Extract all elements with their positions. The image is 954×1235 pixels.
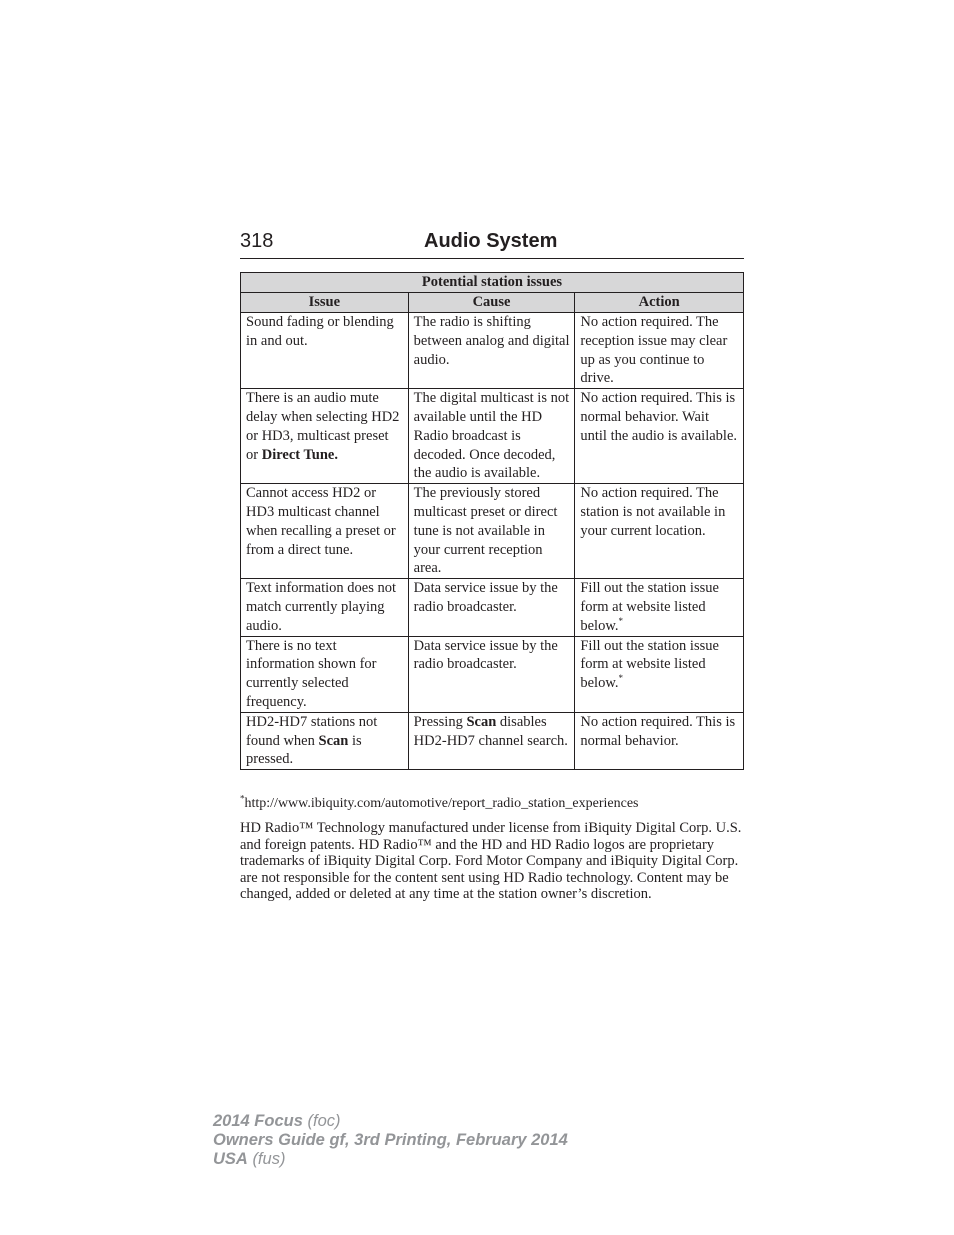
- column-header-issue: Issue: [241, 293, 409, 313]
- action-cell: No action required. This is normal behavior.: [575, 712, 744, 769]
- footer-guide: Owners Guide gf, 3rd Printing, February 2014: [213, 1131, 568, 1149]
- page-header: [240, 228, 744, 259]
- cause-cell: The digital multicast is not available until the HD Radio broadcast is decoded. Once decoded, the audio is available.: [408, 389, 575, 484]
- action-cell: No action required. The reception issue may clear up as you continue to drive.: [575, 313, 744, 389]
- table-row: [241, 313, 744, 389]
- issue-cell: Cannot access HD2 or HD3 multicast channel when recalling a preset or from a direct tune.: [241, 484, 409, 579]
- station-issues-table: [240, 272, 744, 770]
- footnote-marker: *: [618, 615, 623, 626]
- cause-cell: [408, 712, 575, 769]
- action-text: Fill out the station issue form at website listed below.: [580, 580, 719, 634]
- table-row: [241, 712, 744, 769]
- table-title: Potential station issues: [241, 273, 744, 293]
- action-text: Fill out the station issue form at website listed below.: [580, 637, 719, 692]
- footer-region: USA: [213, 1150, 248, 1168]
- cause-text: disables HD2-HD7 channel search.: [413, 713, 568, 749]
- footer-model: 2014 Focus: [213, 1112, 303, 1130]
- table-title-row: [241, 273, 744, 293]
- footnote-url: http://www.ibiquity.com/automotive/report_radio_station_experiences: [244, 796, 639, 811]
- issue-text: There is an audio mute delay when selecting HD2 or HD3, multicast preset or: [246, 390, 400, 463]
- issue-cell: Sound fading or blending in and out.: [241, 313, 409, 389]
- action-cell: [575, 579, 744, 636]
- action-cell: [575, 636, 744, 712]
- cause-text: Pressing: [413, 713, 467, 730]
- issue-text: is pressed.: [246, 732, 362, 768]
- cause-cell: The previously stored multicast preset or direct tune is not available in your current reception area.: [408, 484, 575, 579]
- hd-radio-disclaimer: HD Radio™ Technology manufactured under license from iBiquity Digital Corp. U.S. and foreign patents. HD Radio™ and the HD and HD Radio logos are proprietary trademarks of iBiquity Digital Corp. Ford Motor Company and iBiquity Digital Corp. are not responsible for the content sent using HD Radio technology. Content may be changed, added or deleted at any time at the station owner’s discretion.: [240, 820, 742, 902]
- section-title: Audio System: [424, 230, 558, 252]
- issue-cell: [241, 389, 409, 484]
- issue-cell: [241, 712, 409, 769]
- table-row: [241, 636, 744, 712]
- issue-cell: There is no text information shown for currently selected frequency.: [241, 636, 409, 712]
- footnote: [240, 795, 760, 813]
- footnote-marker: *: [240, 793, 245, 804]
- scan-term: Scan: [318, 732, 349, 749]
- column-header-cause: Cause: [408, 293, 575, 313]
- action-cell: No action required. This is normal behavior. Wait until the audio is available.: [575, 389, 744, 484]
- page-number: 318: [240, 230, 274, 252]
- table-header-row: [241, 293, 744, 313]
- table-row: [241, 484, 744, 579]
- page-footer: [213, 1112, 568, 1169]
- footnote-marker: *: [618, 673, 623, 684]
- cause-cell: Data service issue by the radio broadcaster.: [408, 579, 575, 636]
- table-row: [241, 579, 744, 636]
- footer-model-line: [213, 1112, 568, 1131]
- scan-term: Scan: [466, 713, 497, 730]
- cause-cell: Data service issue by the radio broadcaster.: [408, 636, 575, 712]
- action-cell: No action required. The station is not available in your current location.: [575, 484, 744, 579]
- column-header-action: Action: [575, 293, 744, 313]
- direct-tune-term: Direct Tune.: [261, 446, 338, 463]
- footer-model-code: (foc): [307, 1112, 341, 1130]
- footer-region-line: [213, 1150, 568, 1169]
- footer-guide-line: [213, 1131, 568, 1150]
- cause-cell: The radio is shifting between analog and digital audio.: [408, 313, 575, 389]
- footer-region-code: (fus): [252, 1150, 286, 1168]
- issue-cell: Text information does not match currently playing audio.: [241, 579, 409, 636]
- table-row: [241, 389, 744, 484]
- issue-text: HD2-HD7 stations not found when: [246, 713, 378, 749]
